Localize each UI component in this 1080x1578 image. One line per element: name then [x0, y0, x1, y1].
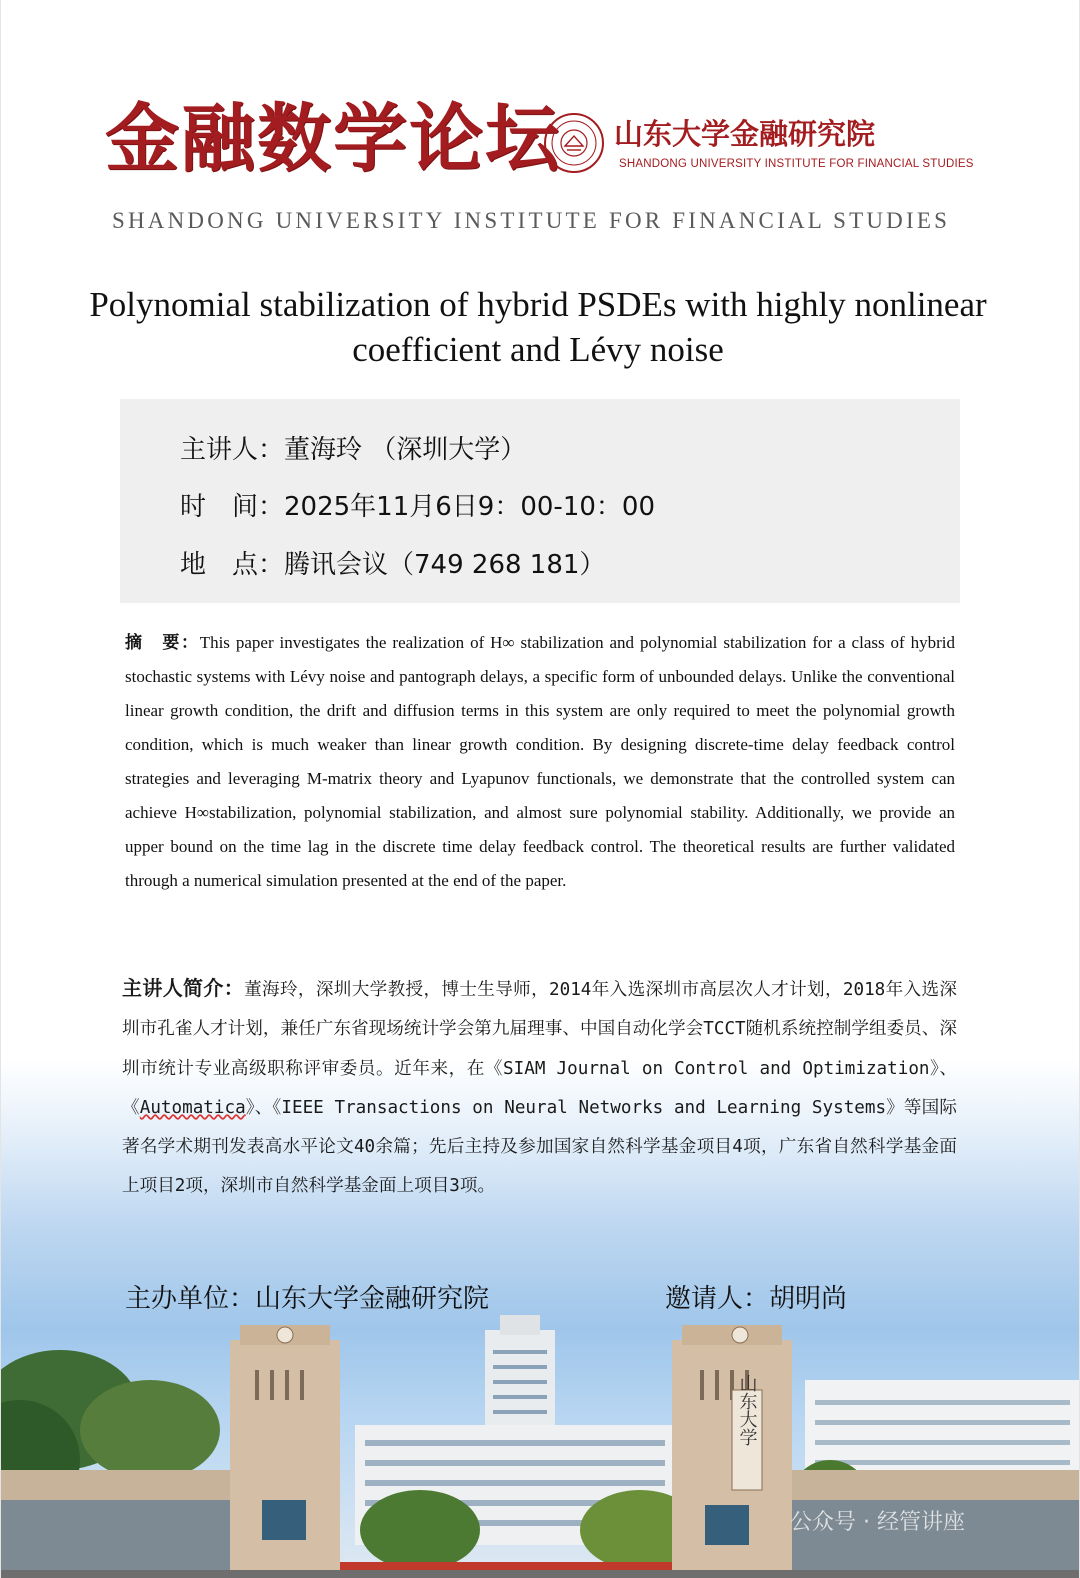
place-value: 腾讯会议（749 268 181） [284, 550, 606, 580]
abstract-label: 摘 要： [125, 633, 200, 653]
speaker-value: 董海玲 （深圳大学） [284, 435, 527, 465]
talk-info-box [120, 399, 960, 603]
bio-text-part1: 董海玲，深圳大学教授，博士生导师，2014年入选深圳市高层次人才计划，2018年入选深圳市孔雀人才计划，兼任广东省现场统计学会第九届理事、中国自动化学会TCCT随机系统控制学组委员、深圳市统计专业高级职称评审委员。近年来，在《SIAM Journal on Control and Optimization》、《 [122, 980, 958, 1118]
place-label: 地 点： [180, 550, 285, 580]
campus-gate-illustration [0, 1300, 1080, 1578]
institute-name-en-small: SHANDONG UNIVERSITY INSTITUTE FOR FINANCIAL STUDIES [619, 158, 974, 170]
abstract [125, 626, 955, 898]
speaker-bio [122, 969, 957, 1207]
gate-plaque-text: 山东大学 [736, 1374, 758, 1446]
forum-title: 金融数学论坛 [105, 96, 561, 182]
bio-label: 主讲人简介： [122, 976, 245, 1000]
inviter [665, 1278, 847, 1315]
talk-title-line2: coefficient and Lévy noise [352, 330, 724, 369]
inviter-label: 邀请人： [665, 1284, 770, 1314]
organizer-value: 山东大学金融研究院 [255, 1284, 490, 1314]
speaker-row [180, 429, 526, 466]
organizer-label: 主办单位： [125, 1284, 256, 1314]
organizer [125, 1278, 489, 1315]
time-row [180, 486, 655, 523]
bio-text-part2: 》、《IEEE Transactions on Neural Networks and Learning Systems》等国际著名学术期刊发表高水平论文40余篇；先后主持及参加国家自然科学基金项目4项，广东省自然科学基金面上项目2项，深圳市自然科学基金面上项目3项。 [122, 1097, 957, 1197]
time-value: 2025年11月6日9：00-10：00 [284, 492, 655, 522]
abstract-text: This paper investigates the realization of H∞ stabilization and polynomial stabilization for a class of hybrid stochastic systems with Lévy noise and pantograph delays, a specific form of unbounded delays. Unlike the conventional linear growth condition, the drift and diffusion terms in this system are only required to meet the polynomial growth condition, which is much weaker than linear growth condition. By designing discrete-time delay feedback control strategies and leveraging M-matrix theory and Lyapunov functionals, we demonstrate that the controlled system can achieve H∞stabilization, polynomial stabilization, and almost sure polynomial stability. Additionally, we provide an upper bound on the time lag in the discrete time delay feedback control. The theoretical results are further validated through a numerical simulation presented at the end of the paper. [125, 633, 956, 890]
time-label: 时 间： [180, 492, 285, 522]
institute-name-en-large: SHANDONG UNIVERSITY INSTITUTE FOR FINANCIAL STUDIES [112, 208, 951, 233]
talk-title [40, 282, 1036, 372]
institute-name-cn: 山东大学金融研究院 [614, 117, 876, 151]
university-seal-icon [543, 112, 605, 174]
watermark: 公众号 · 经管讲座 [790, 1510, 965, 1535]
speaker-label: 主讲人： [180, 435, 285, 465]
place-row [180, 544, 605, 581]
talk-title-line1: Polynomial stabilization of hybrid PSDEs with highly nonlinear [89, 285, 987, 324]
inviter-value: 胡明尚 [769, 1284, 848, 1314]
bio-journal-automatica: Automatica [139, 1097, 246, 1118]
